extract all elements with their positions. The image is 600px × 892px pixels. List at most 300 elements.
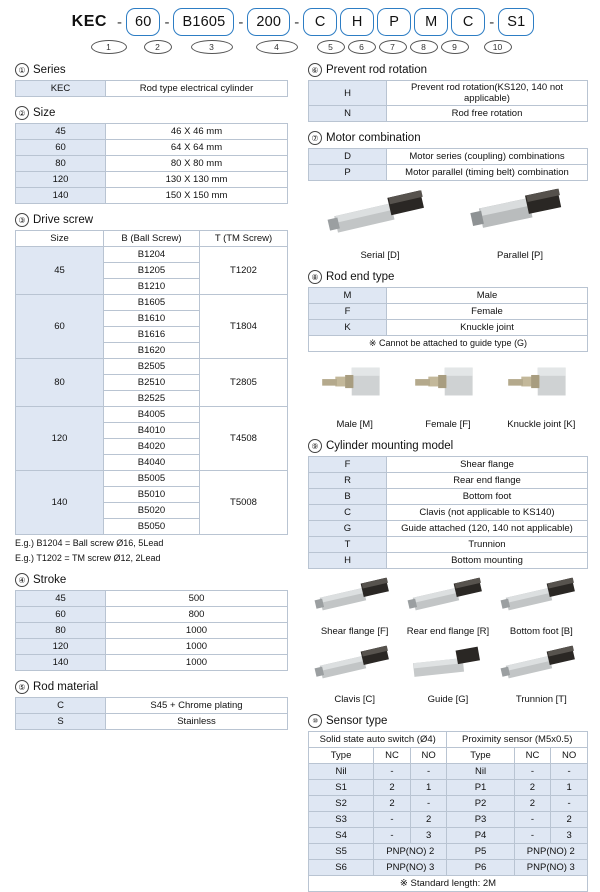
section-title-rod-material (15, 680, 288, 694)
product-photo (465, 185, 575, 248)
mount-bottom-foot-image (498, 573, 584, 637)
table-cell-ball-screw: B2505 (104, 359, 200, 375)
table-cell-description: 800 (106, 607, 288, 623)
mount-shear-flange-image (312, 573, 398, 637)
sensor-type-code: S6 (309, 860, 374, 876)
table-row (309, 149, 588, 165)
product-photo (407, 356, 489, 417)
section-title-prevent-rod-rotation (308, 63, 588, 77)
product-photo (500, 356, 582, 417)
table-footer-row (309, 876, 588, 892)
table-motor-combination (308, 148, 588, 181)
table-row (16, 247, 288, 263)
image-caption: Knuckle joint [K] (507, 419, 576, 430)
table-cell-description: Motor series (coupling) combinations (387, 149, 588, 165)
table-header-cell: NC (374, 748, 411, 764)
table-cell-ball-screw: B1610 (104, 311, 200, 327)
section-title-series (15, 63, 288, 77)
table-cell-description: 46 X 46 mm (106, 124, 288, 140)
section-label: Motor combination (326, 132, 421, 144)
rod-end-note: ※ Cannot be attached to guide type (G) (309, 336, 588, 352)
table-cell-description: Shear flange (387, 457, 588, 473)
table-cell-code: 45 (16, 124, 106, 140)
table-cell-description: 1000 (106, 623, 288, 639)
table-cell-ball-screw: B1204 (104, 247, 200, 263)
table-header-row (16, 231, 288, 247)
table-row (16, 124, 288, 140)
sensor-standard-length-note: ※ Standard length: 2M (309, 876, 588, 892)
table-drive-screw (15, 230, 288, 535)
table-cell-ball-screw: B2510 (104, 375, 200, 391)
table-cell-description: Trunnion (387, 537, 588, 553)
sensor-no: 1 (410, 780, 447, 796)
table-cell-size: 45 (16, 247, 104, 295)
proximity-nc: - (514, 812, 551, 828)
sensor-type-code: Nil (309, 764, 374, 780)
table-row (309, 553, 588, 569)
model-code-index-cell (472, 37, 481, 53)
motor-combination-images (308, 185, 588, 261)
sensor-type-code: S3 (309, 812, 374, 828)
table-cell-tm-screw: T1804 (200, 295, 288, 359)
model-code-index: 5 (317, 40, 345, 54)
section-title-motor-combination (308, 131, 588, 145)
model-code-index-cell (252, 36, 302, 54)
model-code-prefix: KEC (71, 13, 107, 30)
section-label: Rod end type (326, 271, 395, 283)
image-caption: Male [M] (336, 419, 373, 430)
table-row (16, 140, 288, 156)
table-cell-code: F (309, 457, 387, 473)
section-number-icon: ② (15, 106, 29, 120)
table-row (16, 359, 288, 375)
table-row (16, 172, 288, 188)
table-cell-code: 60 (16, 140, 106, 156)
model-code-bar (0, 0, 600, 34)
proximity-no: - (551, 764, 588, 780)
table-row (309, 796, 588, 812)
model-code-index: 10 (484, 40, 512, 54)
proximity-nc: - (514, 764, 551, 780)
table-header-cell: Type (309, 748, 374, 764)
section-number-icon: ⑦ (308, 131, 322, 145)
model-code-index-cell (410, 36, 438, 54)
model-code-separator: - (489, 13, 495, 31)
table-row (309, 828, 588, 844)
model-code-pill[interactable]: P (377, 8, 411, 37)
proximity-no: 2 (551, 812, 588, 828)
table-row (16, 607, 288, 623)
product-photo (405, 573, 491, 624)
table-cell-description: 64 X 64 mm (106, 140, 288, 156)
table-cell-description: 500 (106, 591, 288, 607)
sensor-group-header-solid-state: Solid state auto switch (Ø4) (309, 732, 447, 748)
cylinder-mounting-images-row1 (308, 573, 588, 637)
model-code-index: 2 (144, 40, 172, 54)
table-stroke (15, 590, 288, 671)
table-row (16, 81, 288, 97)
table-row (309, 473, 588, 489)
sensor-type-code: S4 (309, 828, 374, 844)
table-cell-ball-screw: B5050 (104, 519, 200, 535)
section-label: Drive screw (33, 214, 94, 226)
section-number-icon: ⑥ (308, 63, 322, 77)
model-code-index: 3 (191, 40, 233, 54)
image-caption: Clavis [C] (334, 694, 375, 705)
section-title-drive-screw (15, 213, 288, 227)
table-cell-ball-screw: B4005 (104, 407, 200, 423)
sensor-nc: - (374, 828, 411, 844)
right-column (300, 54, 600, 892)
table-row (309, 537, 588, 553)
table-cell-description: 130 X 130 mm (106, 172, 288, 188)
table-row (309, 844, 588, 860)
section-title-sensor-type (308, 714, 588, 728)
drive-screw-example: E.g.) T1202 = TM screw Ø12, 2Lead (15, 552, 161, 563)
image-caption: Serial [D] (360, 250, 400, 261)
parallel-actuator-image (465, 185, 575, 261)
sensor-nc-no-merged: PNP(NO) 2 (374, 844, 447, 860)
rod-end-type-images (308, 356, 588, 430)
table-cell-ball-screw: B2525 (104, 391, 200, 407)
model-code-index-cell (305, 37, 314, 53)
serial-actuator-image (321, 185, 439, 261)
table-row (16, 407, 288, 423)
table-cell-code: C (16, 698, 106, 714)
section-title-size (15, 106, 288, 120)
table-cell-code: H (309, 81, 387, 106)
table-cell-ball-screw: B1210 (104, 279, 200, 295)
table-prevent-rod-rotation (308, 80, 588, 122)
image-caption: Parallel [P] (497, 250, 543, 261)
table-cell-code: G (309, 521, 387, 537)
table-row (309, 165, 588, 181)
model-code-index: 1 (91, 40, 127, 54)
section-label: Size (33, 107, 56, 119)
image-caption: Shear flange [F] (320, 626, 389, 637)
proximity-nc-no-merged: PNP(NO) 3 (514, 860, 587, 876)
table-row (309, 457, 588, 473)
table-cell-code: N (309, 106, 387, 122)
table-cell-size: 140 (16, 471, 104, 535)
section-title-stroke (15, 573, 288, 587)
model-code-index: 9 (441, 40, 469, 54)
product-photo (312, 573, 398, 624)
image-caption: Female [F] (425, 419, 471, 430)
table-row (309, 81, 588, 106)
table-cell-ball-screw: B1616 (104, 327, 200, 343)
model-code-index-cell (187, 36, 237, 54)
section-label: Prevent rod rotation (326, 64, 428, 76)
table-row (309, 304, 588, 320)
table-row (309, 780, 588, 796)
section-number-icon: ⑧ (308, 270, 322, 284)
table-cell-description: 1000 (106, 639, 288, 655)
mount-trunnion-image (498, 641, 584, 705)
table-row (16, 591, 288, 607)
model-code-index-cell (348, 36, 376, 54)
table-cell-description: Motor parallel (timing belt) combination (387, 165, 588, 181)
proximity-nc: 2 (514, 780, 551, 796)
model-code-index-cell (175, 37, 184, 53)
rod-end-female-image (407, 356, 489, 430)
table-row (16, 698, 288, 714)
table-row (16, 655, 288, 671)
table-header-cell: B (Ball Screw) (104, 231, 200, 247)
product-photo (321, 185, 439, 248)
section-number-icon: ⑤ (15, 680, 29, 694)
mount-rear-end-flange-image (405, 573, 491, 637)
sensor-nc-no-merged: PNP(NO) 3 (374, 860, 447, 876)
sensor-nc: 2 (374, 780, 411, 796)
table-cell-ball-screw: B1605 (104, 295, 200, 311)
table-row (309, 860, 588, 876)
table-cell-description: Bottom mounting (387, 553, 588, 569)
table-cell-description: Rear end flange (387, 473, 588, 489)
proximity-type-code: P6 (447, 860, 514, 876)
section-number-icon: ③ (15, 213, 29, 227)
model-code-pill[interactable]: 60 (126, 8, 161, 37)
proximity-type-code: P1 (447, 780, 514, 796)
table-cylinder-mounting-model (308, 456, 588, 569)
table-cell-tm-screw: T5008 (200, 471, 288, 535)
table-cell-description: 80 X 80 mm (106, 156, 288, 172)
model-code-index-cell (132, 37, 141, 53)
image-caption: Guide [G] (427, 694, 469, 705)
sensor-nc: 2 (374, 796, 411, 812)
table-row (16, 471, 288, 487)
mount-clavis-image (312, 641, 398, 705)
table-row (16, 156, 288, 172)
table-cell-code: C (309, 505, 387, 521)
model-code-index-cell (317, 36, 345, 54)
table-cell-code: S (16, 714, 106, 730)
table-cell-code: 140 (16, 655, 106, 671)
table-row (16, 295, 288, 311)
table-row (16, 639, 288, 655)
model-code-index-cell (441, 36, 469, 54)
sensor-nc: - (374, 812, 411, 828)
proximity-no: - (551, 796, 588, 812)
table-cell-size: 80 (16, 359, 104, 407)
model-code-header (0, 0, 600, 54)
proximity-type-code: P2 (447, 796, 514, 812)
model-code-pill[interactable]: H (340, 8, 374, 37)
model-code-separator: - (116, 13, 122, 31)
model-code-index-cell (379, 36, 407, 54)
table-cell-code: R (309, 473, 387, 489)
table-row (309, 288, 588, 304)
model-code-index-cell (144, 36, 172, 54)
table-cell-ball-screw: B5020 (104, 503, 200, 519)
model-code-separator: - (238, 13, 244, 31)
table-header-cell: NO (551, 748, 588, 764)
table-cell-description: Male (387, 288, 588, 304)
table-cell-code: M (309, 288, 387, 304)
table-cell-tm-screw: T2805 (200, 359, 288, 407)
table-cell-code: D (309, 149, 387, 165)
proximity-no: 3 (551, 828, 588, 844)
table-cell-description: Clavis (not applicable to KS140) (387, 505, 588, 521)
model-code-separator: - (164, 13, 170, 31)
table-cell-code: 120 (16, 172, 106, 188)
table-row (309, 812, 588, 828)
mount-guide-image (405, 641, 491, 705)
table-row (16, 188, 288, 204)
table-cell-description: 1000 (106, 655, 288, 671)
section-number-icon: ④ (15, 573, 29, 587)
product-photo (498, 573, 584, 624)
section-title-cylinder-mounting-model (308, 439, 588, 453)
table-note-row (309, 336, 588, 352)
table-row (16, 623, 288, 639)
table-cell-tm-screw: T1202 (200, 247, 288, 295)
table-cell-ball-screw: B1620 (104, 343, 200, 359)
sensor-no: - (410, 764, 447, 780)
table-cell-code: P (309, 165, 387, 181)
table-cell-code: T (309, 537, 387, 553)
rod-end-knuckle-image (500, 356, 582, 430)
table-cell-code: 45 (16, 591, 106, 607)
sensor-type-code: S5 (309, 844, 374, 860)
table-cell-code: H (309, 553, 387, 569)
table-cell-code: K (309, 320, 387, 336)
table-cell-description: Rod free rotation (387, 106, 588, 122)
table-cell-code: 60 (16, 607, 106, 623)
table-header-cell: T (TM Screw) (200, 231, 288, 247)
table-sensor-type (308, 731, 588, 892)
product-photo (498, 641, 584, 692)
section-label: Cylinder mounting model (326, 440, 454, 452)
drive-screw-notes (15, 538, 288, 564)
table-cell-ball-screw: B1205 (104, 263, 200, 279)
table-row (16, 714, 288, 730)
table-row (309, 320, 588, 336)
rod-end-male-image (314, 356, 396, 430)
model-code-index: 4 (256, 40, 298, 54)
model-code-index: 7 (379, 40, 407, 54)
table-header-cell: Type (447, 748, 514, 764)
content-columns (0, 54, 600, 892)
table-cell-ball-screw: B5010 (104, 487, 200, 503)
image-caption: Bottom foot [B] (509, 626, 573, 637)
model-code-index: 6 (348, 40, 376, 54)
model-code-pill[interactable]: 200 (247, 8, 290, 37)
model-code-index: 8 (410, 40, 438, 54)
table-cell-description: Knuckle joint (387, 320, 588, 336)
sensor-type-code: S1 (309, 780, 374, 796)
proximity-nc-no-merged: PNP(NO) 2 (514, 844, 587, 860)
table-cell-description: Rod type electrical cylinder (106, 81, 288, 97)
table-cell-code: 80 (16, 156, 106, 172)
section-title-rod-end-type (308, 270, 588, 284)
proximity-nc: 2 (514, 796, 551, 812)
table-header-row (309, 748, 588, 764)
proximity-no: 1 (551, 780, 588, 796)
table-cell-ball-screw: B4040 (104, 455, 200, 471)
table-cell-description: 150 X 150 mm (106, 188, 288, 204)
section-number-icon: ⑨ (308, 439, 322, 453)
table-cell-size: 60 (16, 295, 104, 359)
drive-screw-example: E.g.) B1204 = Ball screw Ø16, 5Lead (15, 538, 164, 548)
sensor-type-code: S2 (309, 796, 374, 812)
table-series (15, 80, 288, 97)
table-rod-end-type (308, 287, 588, 352)
table-row (309, 106, 588, 122)
table-cell-code: 80 (16, 623, 106, 639)
table-cell-ball-screw: B4020 (104, 439, 200, 455)
table-header-cell: NC (514, 748, 551, 764)
table-cell-tm-screw: T4508 (200, 407, 288, 471)
table-cell-description: Prevent rod rotation(KS120, 140 not applicable) (387, 81, 588, 106)
section-number-icon: ⑩ (308, 714, 322, 728)
model-code-pill[interactable]: C (451, 8, 485, 37)
model-code-pill[interactable]: B1605 (173, 8, 234, 37)
table-size (15, 123, 288, 204)
table-cell-description: Guide attached (120, 140 not applicable) (387, 521, 588, 537)
model-code-index-cell (89, 36, 129, 54)
section-label: Rod material (33, 681, 99, 693)
model-code-index-row (0, 36, 600, 54)
table-row (309, 521, 588, 537)
table-cell-size: 120 (16, 407, 104, 471)
model-code-index-cell (240, 37, 249, 53)
sensor-no: 2 (410, 812, 447, 828)
table-cell-description: S45 + Chrome plating (106, 698, 288, 714)
product-photo (312, 641, 398, 692)
table-row (309, 505, 588, 521)
image-caption: Rear end flange [R] (406, 626, 490, 637)
sensor-nc: - (374, 764, 411, 780)
proximity-nc: - (514, 828, 551, 844)
proximity-type-code: Nil (447, 764, 514, 780)
section-number-icon: ① (15, 63, 29, 77)
model-code-separator: - (294, 13, 300, 31)
table-cell-description: Stainless (106, 714, 288, 730)
image-caption: Trunnion [T] (515, 694, 567, 705)
table-header-cell: NO (410, 748, 447, 764)
cylinder-mounting-images-row2 (308, 641, 588, 705)
proximity-type-code: P4 (447, 828, 514, 844)
section-label: Series (33, 64, 66, 76)
table-cell-code: B (309, 489, 387, 505)
proximity-type-code: P5 (447, 844, 514, 860)
table-cell-ball-screw: B4010 (104, 423, 200, 439)
model-code-pill[interactable]: S1 (498, 8, 534, 37)
table-rod-material (15, 697, 288, 730)
product-photo (405, 641, 491, 692)
table-cell-code: 120 (16, 639, 106, 655)
sensor-no: 3 (410, 828, 447, 844)
product-photo (314, 356, 396, 417)
sensor-no: - (410, 796, 447, 812)
table-header-cell: Size (16, 231, 104, 247)
table-cell-description: Female (387, 304, 588, 320)
model-code-index-cell (484, 36, 512, 54)
model-code-pill[interactable]: C (303, 8, 337, 37)
table-row (309, 764, 588, 780)
table-row (309, 489, 588, 505)
sensor-group-header-proximity: Proximity sensor (M5x0.5) (447, 732, 588, 748)
table-group-header-row (309, 732, 588, 748)
table-cell-description: Bottom foot (387, 489, 588, 505)
section-label: Sensor type (326, 715, 388, 727)
model-code-pill[interactable]: M (414, 8, 448, 37)
left-column (0, 54, 300, 892)
section-label: Stroke (33, 574, 67, 586)
table-cell-code: 140 (16, 188, 106, 204)
table-cell-code: KEC (16, 81, 106, 97)
